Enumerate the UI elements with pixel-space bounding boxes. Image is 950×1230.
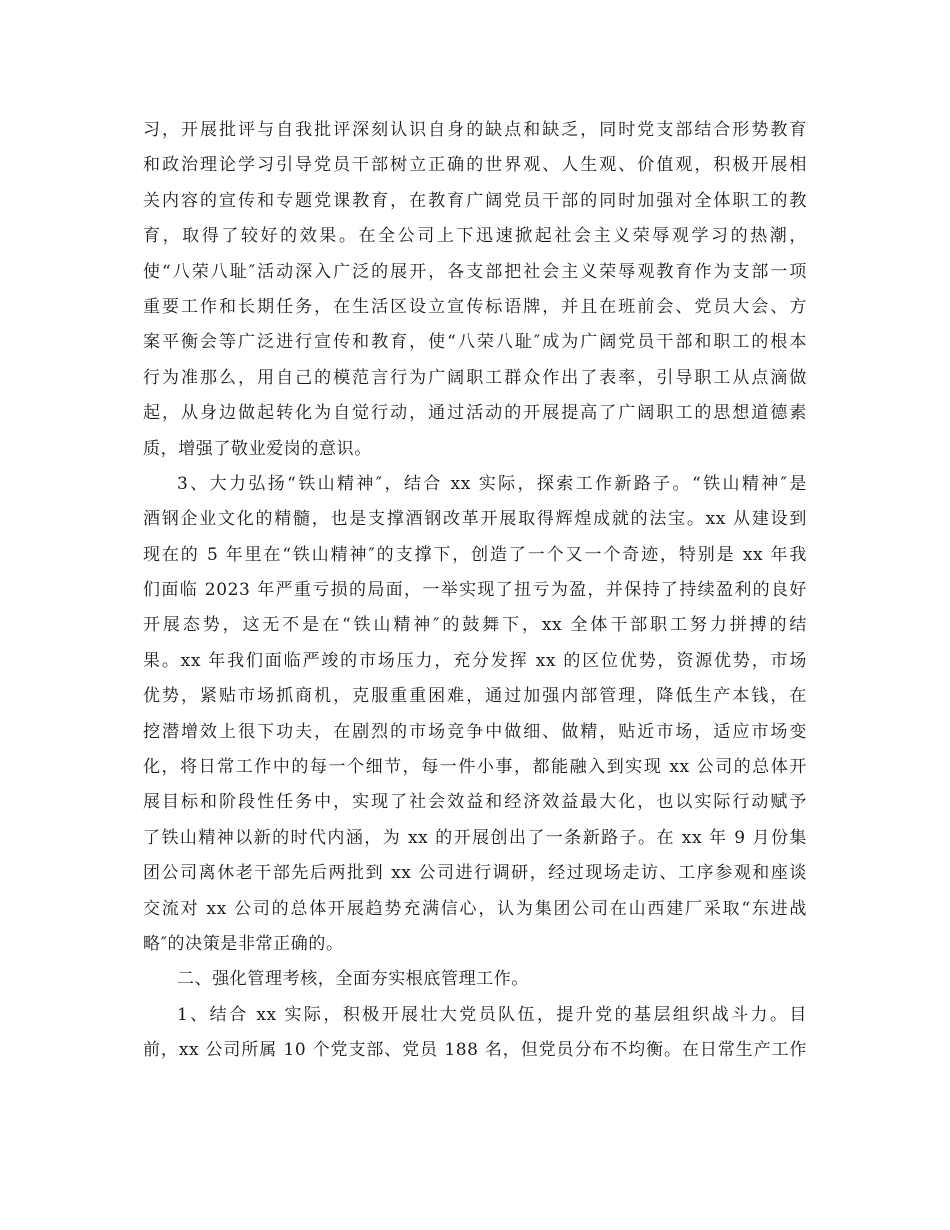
text-line: 关内容的宣传和专题党课教育，在教育广阔党员干部的同时加强对全体职工的教 [143, 190, 807, 211]
text-line: 使“八荣八耻″活动深入广泛的展开，各支部把社会主义荣辱观教育作为支部一项 [143, 261, 807, 282]
text-line: 交流对 xx 公司的总体开展趋势充满信心，认为集团公司在山西建厂采取“东进战 [143, 898, 807, 919]
text-line: 3、大力弘扬“铁山精神″，结合 xx 实际，探索工作新路子。“铁山精神″是 [177, 473, 807, 494]
text-line: 行为准那么，用自己的模范言行为广阔职工群众作出了表率，引导职工从点滴做 [143, 367, 807, 388]
text-line: 化，将日常工作中的每一个细节，每一件小事，都能融入到实现 xx 公司的总体开 [143, 757, 807, 778]
text-line: 重要工作和长期任务，在生活区设立宣传标语牌，并且在班前会、党员大会、方 [143, 296, 807, 317]
text-line: 略″的决策是非常正确的。 [143, 933, 344, 954]
text-line: 了铁山精神以新的时代内涵，为 xx 的开展创出了一条新路子。在 xx 年 9 月份集 [143, 827, 807, 848]
text-line: 开展态势，这无不是在“铁山精神″的鼓舞下，xx 全体干部职工努力拼搏的结 [143, 615, 807, 636]
text-line: 前，xx 公司所属 10 个党支部、党员 188 名，但党员分布不均衡。在日常生产工作 [143, 1040, 807, 1061]
text-line: 习，开展批评与自我批评深刻认识自身的缺点和缺乏，同时党支部结合形势教育 [143, 120, 807, 140]
text-line: 案平衡会等广泛进行宣传和教育，使“八荣八耻″成为广阔党员干部和职工的根本 [143, 332, 807, 353]
text-line: 二、强化管理考核，全面夯实根底管理工作。 [177, 969, 529, 990]
text-line: 团公司离休老干部先后两批到 xx 公司进行调研，经过现场走访、工序参观和座谈 [143, 863, 807, 884]
text-line: 们面临 2023 年严重亏损的局面，一举实现了扭亏为盈，并保持了持续盈利的良好 [143, 580, 807, 601]
text-line: 展目标和阶段性任务中，实现了社会效益和经济效益最大化，也以实际行动赋予 [143, 792, 807, 813]
text-line: 现在的 5 年里在“铁山精神″的支撑下，创造了一个又一个奇迹，特别是 xx 年我 [143, 544, 807, 565]
document-body [143, 113, 807, 1069]
text-line: 果。xx 年我们面临严竣的市场压力，充分发挥 xx 的区位优势，资源优势，市场 [143, 650, 807, 671]
text-line: 质，增强了敬业爱岗的意识。 [143, 438, 372, 459]
text-line: 优势，紧贴市场抓商机，克服重重困难，通过加强内部管理，降低生产本钱，在 [143, 686, 807, 707]
text-line: 和政治理论学习引导党员干部树立正确的世界观、人生观、价值观，积极开展相 [143, 155, 807, 176]
text-line: 育，取得了较好的效果。在全公司上下迅速掀起社会主义荣辱观学习的热潮， [143, 226, 807, 247]
text-line: 酒钢企业文化的精髓，也是支撑酒钢改革开展取得辉煌成就的法宝。xx 从建设到 [143, 509, 807, 530]
text-line: 挖潜增效上很下功夫，在剧烈的市场竞争中做细、做精，贴近市场，适应市场变 [143, 721, 807, 742]
text-line: 1、结合 xx 实际，积极开展壮大党员队伍，提升党的基层组织战斗力。目 [177, 1004, 807, 1025]
text-line: 起，从身边做起转化为自觉行动，通过活动的开展提高了广阔职工的思想道德素 [143, 403, 807, 424]
